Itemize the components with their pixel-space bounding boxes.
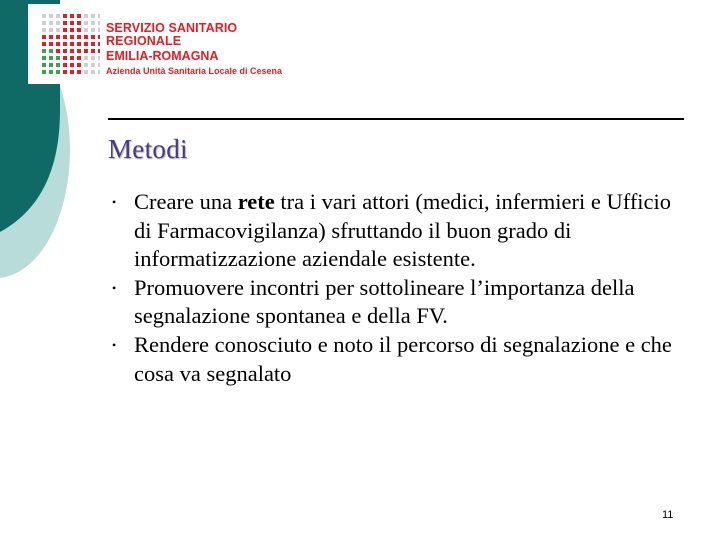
bullet-list [112, 188, 672, 388]
logo-dot [56, 35, 60, 39]
logo-dot [98, 49, 100, 53]
logo-dot [77, 14, 81, 18]
logo-dot [63, 42, 67, 46]
logo-dot [63, 35, 67, 39]
logo-dot [91, 56, 95, 60]
logo-dot [49, 49, 53, 53]
logo-dot [70, 14, 74, 18]
logo-dot [91, 42, 95, 46]
logo-dot [49, 14, 53, 18]
bullet-dot-icon: • [112, 280, 117, 295]
logo-dot [63, 21, 67, 25]
bullet-text [134, 188, 672, 274]
logo-dot [42, 35, 46, 39]
logo-dot [56, 63, 60, 67]
logo-dot [91, 49, 95, 53]
logo-dot [49, 42, 53, 46]
logo-dot [63, 14, 67, 18]
bullet-text-bold: rete [237, 189, 275, 214]
title-divider [108, 118, 684, 120]
logo-dot [84, 70, 88, 74]
logo-dot [49, 28, 53, 32]
logo-dot [70, 28, 74, 32]
logo-dot [77, 49, 81, 53]
logo-dot [49, 70, 53, 74]
logo-dot [84, 49, 88, 53]
logo-dot [91, 14, 95, 18]
logo-dot [91, 35, 95, 39]
bullet-dot-icon: • [112, 337, 117, 352]
logo-dot [70, 35, 74, 39]
logo-dot [63, 56, 67, 60]
logo-dot [70, 56, 74, 60]
logo-dot [84, 56, 88, 60]
logo-line-2: EMILIA-ROMAGNA [106, 49, 219, 63]
logo-dot [91, 28, 95, 32]
logo-dot [77, 70, 81, 74]
logo-dot [77, 42, 81, 46]
logo-dot [42, 49, 46, 53]
logo-dot [56, 14, 60, 18]
logo-dot [42, 63, 46, 67]
bullet-text [134, 331, 672, 388]
logo-dot [98, 63, 100, 67]
logo-dot [77, 28, 81, 32]
logo-dot [98, 35, 100, 39]
logo-line-1: SERVIZIO SANITARIO REGIONALE [106, 21, 238, 48]
logo-dot [56, 49, 60, 53]
logo-dot [49, 35, 53, 39]
logo-dot [49, 63, 53, 67]
logo-dot [91, 70, 95, 74]
logo [28, 4, 306, 84]
logo-dot [91, 63, 95, 67]
bullet-item [112, 331, 672, 388]
logo-dot [91, 21, 95, 25]
logo-dot [84, 28, 88, 32]
logo-dot [49, 21, 53, 25]
logo-dot [70, 70, 74, 74]
logo-dot [42, 56, 46, 60]
logo-dot [56, 42, 60, 46]
bullet-item [112, 188, 672, 274]
logo-dot [84, 35, 88, 39]
bullet-text-post: tra i vari attori (medici, infermieri e Ufficio di Farmacovigilanza) sfruttando il buon grado di informatizzazione aziendale esistente. [134, 189, 672, 272]
bullet-text-pre: Rendere conosciuto e noto il percorso di segnalazione e che cosa va segnalato [134, 331, 672, 386]
logo-dot [98, 56, 100, 60]
logo-dot [70, 63, 74, 67]
slide-title: Metodi [108, 134, 188, 164]
logo-dot [63, 70, 67, 74]
logo-dot [77, 56, 81, 60]
logo-dot [70, 21, 74, 25]
logo-dot [84, 63, 88, 67]
logo-dots-icon [40, 12, 100, 78]
logo-dot [63, 49, 67, 53]
logo-text [106, 22, 306, 76]
page-number: 11 [662, 509, 674, 521]
logo-dot [56, 28, 60, 32]
logo-dot [98, 14, 100, 18]
logo-dot [49, 56, 53, 60]
bullet-text [134, 274, 672, 331]
logo-dot [77, 35, 81, 39]
logo-dot [63, 28, 67, 32]
logo-dot [42, 14, 46, 18]
logo-dot [84, 21, 88, 25]
bullet-text-pre: Creare una [134, 189, 238, 214]
logo-dot [56, 56, 60, 60]
logo-dot [98, 70, 100, 74]
logo-dot [77, 63, 81, 67]
bullet-dot-icon: • [112, 195, 117, 209]
logo-dot [98, 21, 100, 25]
logo-dot [42, 21, 46, 25]
logo-dot [70, 49, 74, 53]
logo-line-3: Azienda Unità Sanitaria Locale di Cesena [106, 65, 283, 76]
logo-dot [98, 28, 100, 32]
logo-dot [70, 42, 74, 46]
bullet-text-pre: Promuovere incontri per sottolineare l’importanza della segnalazione spontanea e della FV. [134, 274, 635, 329]
logo-dot [63, 63, 67, 67]
logo-dot [84, 42, 88, 46]
logo-dot [84, 14, 88, 18]
logo-dot [77, 21, 81, 25]
logo-dot [42, 28, 46, 32]
logo-dot [56, 21, 60, 25]
logo-dot [42, 42, 46, 46]
bullet-item [112, 274, 672, 331]
logo-dot [56, 70, 60, 74]
logo-dot [98, 42, 100, 46]
logo-dot [42, 70, 46, 74]
